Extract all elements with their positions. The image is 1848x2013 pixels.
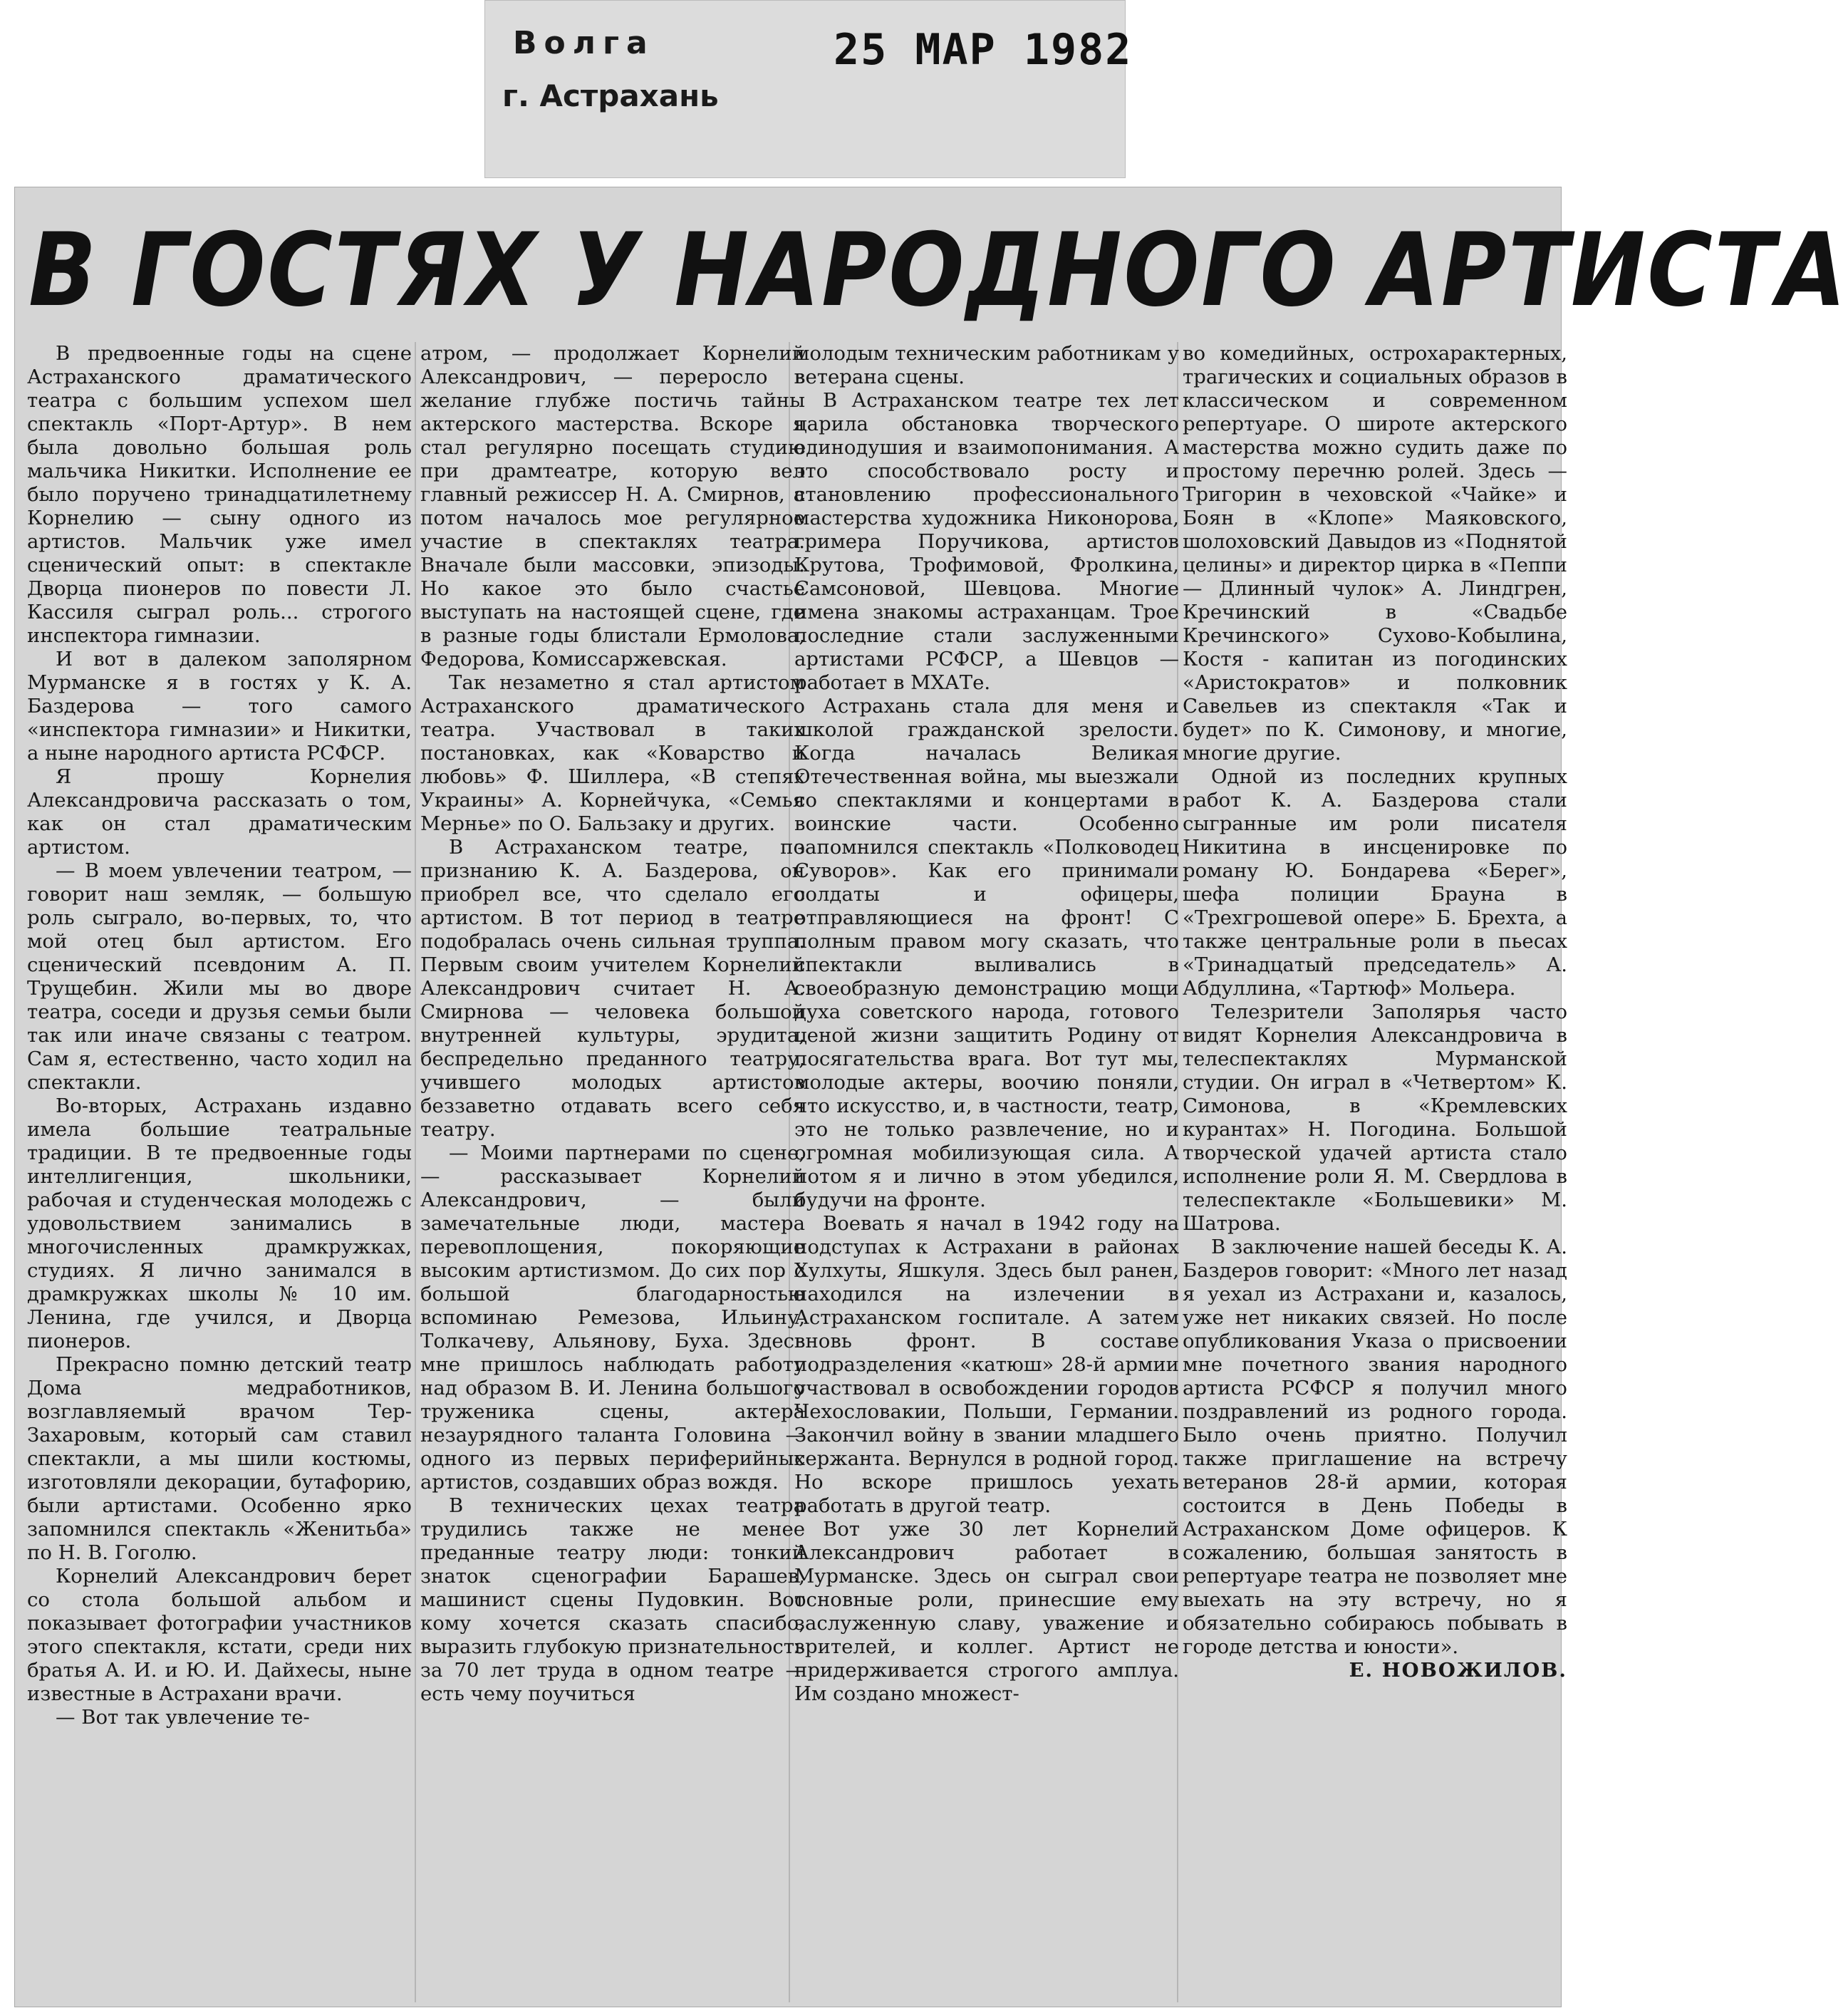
paragraph: Астрахань стала для меня и школой гражданской зрелости. Когда началась Великая Отечественная война, мы выезжали со спектаклями и концертами в воинские части. Особенно запомнился спектакль «Полководец Суворов». Как его принимали солдаты и офицеры, отправляющиеся на фронт! С полным правом могу сказать, что спектакли выливались в своеобразную демонстрацию мощи духа советского народа, готового ценой жизни защитить Родину от посягательства врага. Вот тут мы, молодые актеры, воочию поняли, что искусство, и, в частности, театр, это не только развлечение, но и огромная мобилизующая сила. А потом я и лично в этом убедился, будучи на фронте. bbox=[794, 695, 1179, 1211]
paragraph: атром, — продолжает Корнелий Александрович, — переросло в желание глубже постичь тайны актерского мастерства. Вскоре я стал регулярно посещать студию при драмтеатре, которую вел главный режиссер Н. А. Смирнов, а потом началось мое регулярное участие в спектаклях театра. Вначале были массовки, эпизоды. Но какое это было счастье выступать на настоящей сцене, где в разные годы блистали Ермолова, Федорова, Комиссаржевская. bbox=[420, 342, 805, 671]
paragraph: И вот в далеком заполярном Мурманске я в гостях у К. А. Баздерова — того самого «инспектора гимназии» и Никитки, а ныне народного артиста РСФСР. bbox=[27, 648, 412, 765]
paragraph: Корнелий Александрович берет со стола большой альбом и показывает фотографии участников этого спектакля, кстати, среди них братья А. И. и Ю. И. Дайхесы, ныне известные в Астрахани врачи. bbox=[27, 1565, 412, 1705]
paragraph: В предвоенные годы на сцене Астраханского драматического театра с большим успехом шел спектакль «Порт-Артур». В нем была довольно большая роль мальчика Никитки. Исполнение ее было поручено тринадцатилетнему Корнелию — сыну одного из артистов. Мальчик уже имел сценический опыт: в спектакле Дворца пионеров по повести Л. Кассиля сыграл роль... строгого инспектора гимназии. bbox=[27, 342, 412, 647]
paragraph: во комедийных, острохарактерных, трагических и социальных образов в классическом и современном репертуаре. О широте актерского мастерства можно судить даже по простому перечню ролей. Здесь — Тригорин в чеховской «Чайке» и Боян в «Клопе» Маяковского, шолоховский Давыдов из «Поднятой целины» и директор цирка в «Пеппи — Длинный чулок» А. Линдгрен, Кречинский в «Свадьбе Кречинского» Сухово-Кобылина, Костя - капитан из погодинских «Аристократов» и полковник Савельев из спектакля «Так и будет» по К. Симонову, и многие, многие другие. bbox=[1183, 342, 1567, 765]
paragraph: В технических цехах театра трудились также не менее преданные театру люди: тонкий знаток сценографии Барашев, машинист сцены Пудовкин. Вот кому хочется сказать спасибо, выразить глубокую признательность за 70 лет труда в одном театре — есть чему поучиться bbox=[420, 1494, 805, 1705]
paragraph: Телезрители Заполярья часто видят Корнелия Александровича в телеспектаклях Мурманской студии. Он играл в «Четвертом» К. Симонова, в «Кремлевских курантах» Н. Погодина. Большой творческой удачей артиста стало исполнение роли Я. М. Свердлова в телеспектакле «Большевики» М. Шатрова. bbox=[1183, 1000, 1567, 1235]
paragraph: Я прошу Корнелия Александровича рассказать о том, как он стал драматическим артистом. bbox=[27, 765, 412, 859]
column-divider bbox=[415, 342, 416, 2002]
paragraph: Во-вторых, Астрахань издавно имела большие театральные традиции. В те предвоенные годы интеллигенция, школьники, рабочая и студенческая молодежь с удовольствием занимались в многочисленных драмкружках, студиях. Я лично занимался в драмкружках школы № 10 им. Ленина, где учился, и Дворца пионеров. bbox=[27, 1095, 412, 1352]
paragraph: Одной из последних крупных работ К. А. Баздерова стали сыгранные им роли писателя Никитина в инсценировке по роману Ю. Бондарева «Берег», шефа полиции Брауна в «Трехгрошевой опере» Б. Брехта, а также центральные роли в пьесах «Тринадцатый председатель» А. Абдуллина, «Тартюф» Мольера. bbox=[1183, 765, 1567, 1000]
paragraph: В Астраханском театре тех лет царила обстановка творческого единодушия и взаимопонимания. А это способствовало росту и становлению профессионального мастерства художника Никонорова, гримера Поручикова, артистов Крутова, Трофимовой, Фролкина, Самсоновой, Шевцова. Многие имена знакомы астраханцам. Трое последние стали заслуженными артистами РСФСР, а Шевцов — работает в МХАТе. bbox=[794, 389, 1179, 694]
paragraph: Воевать я начал в 1942 году на подступах к Астрахани в районах Хулхуты, Яшкуля. Здесь был ранен, находился на излечении в Астраханском госпитале. А затем вновь фронт. В составе подразделения «катюш» 28-й армии участвовал в освобождении городов Чехословакии, Польши, Германии. Закончил войну в звании младшего сержанта. Вернулся в родной город. Но вскоре пришлось уехать работать в другой театр. bbox=[794, 1212, 1179, 1517]
paragraph: — В моем увлечении театром, — говорит наш земляк, — большую роль сыграло, во-первых, то, что мой отец был артистом. Его сценический псевдоним А. П. Трущебин. Жили мы во дворе театра, соседи и друзья семьи были так или иначе связаны с театром. Сам я, естественно, часто ходил на спектакли. bbox=[27, 859, 412, 1094]
paragraph: В заключение нашей беседы К. А. Баздеров говорит: «Много лет назад я уехал из Астрахани и, казалось, уже нет никаких связей. Но после опубликования Указа о присвоении мне почетного звания народного артиста РСФСР я получил много поздравлений из родного города. Было очень приятно. Получил также приглашение на встречу ветеранов 28-й армии, которая состоится в День Победы в Астраханском Доме офицеров. К сожалению, большая занятость в репертуаре театра не позволяет мне выехать на эту встречу, но я обязательно собираюсь побывать в городе детства и юности». bbox=[1183, 1236, 1567, 1658]
paragraph: — Вот так увлечение те- bbox=[56, 1706, 310, 1729]
newspaper-date-stamp: 25 МАР 1982 bbox=[834, 25, 1133, 75]
paragraph: В Астраханском театре, по признанию К. А. Баздерова, он приобрел все, что сделало его артистом. В тот период в театре подобралась очень сильная труппа. Первым своим учителем Корнелий Александрович считает Н. А. Смирнова — человека большой внутренней культуры, эрудита, беспредельно преданного театру, учившего молодых артистов беззаветно отдавать всего себя театру. bbox=[420, 836, 805, 1141]
paragraph: молодым техническим работникам у ветерана сцены. bbox=[794, 342, 1179, 388]
article-column-1 bbox=[27, 342, 412, 2002]
newspaper-city: г. Астрахань bbox=[502, 78, 719, 113]
article-headline: В ГОСТЯХ У НАРОДНОГО АРТИСТА bbox=[28, 212, 1848, 329]
paragraph: — Моими партнерами по сцене, — рассказывает Корнелий Александрович, — были замечательные люди, мастера перевоплощения, покоряющие высоким артистизмом. До сих пор с большой благодарностью вспоминаю Ремезова, Ильину, Толкачеву, Альянову, Буха. Здесь мне пришлось наблюдать работу над образом В. И. Ленина большого труженика сцены, актера незаурядного таланта Головина — одного из первых периферийных артистов, создавших образ вождя. bbox=[420, 1142, 805, 1494]
newspaper-name: Волга bbox=[513, 25, 655, 61]
article-column-2 bbox=[420, 342, 805, 2002]
article-column-3 bbox=[794, 342, 1179, 2002]
paragraph: Вот уже 30 лет Корнелий Александрович работает в Мурманске. Здесь он сыграл свои основные роли, принесшие ему заслуженную славу, уважение и зрителей, и коллег. Артист не придерживается строгого амплуа. Им создано множест- bbox=[794, 1518, 1179, 1705]
paragraph: Прекрасно помню детский театр Дома медработников, возглавляемый врачом Тер-Захаровым, который сам ставил спектакли, а мы шили костюмы, изготовляли декорации, бутафорию, были артистами. Особенно ярко запомнился спектакль «Женитьба» по Н. В. Гоголю. bbox=[27, 1353, 412, 1564]
article-column-4 bbox=[1183, 342, 1567, 2002]
author-signature: Е. НОВОЖИЛОВ. bbox=[1349, 1659, 1567, 1682]
paragraph: Так незаметно я стал артистом Астраханского драматического театра. Участвовал в таких постановках, как «Коварство и любовь» Ф. Шиллера, «В степях Украины» А. Корнейчука, «Семья Мерньe» по О. Бальзаку и других. bbox=[420, 671, 805, 835]
